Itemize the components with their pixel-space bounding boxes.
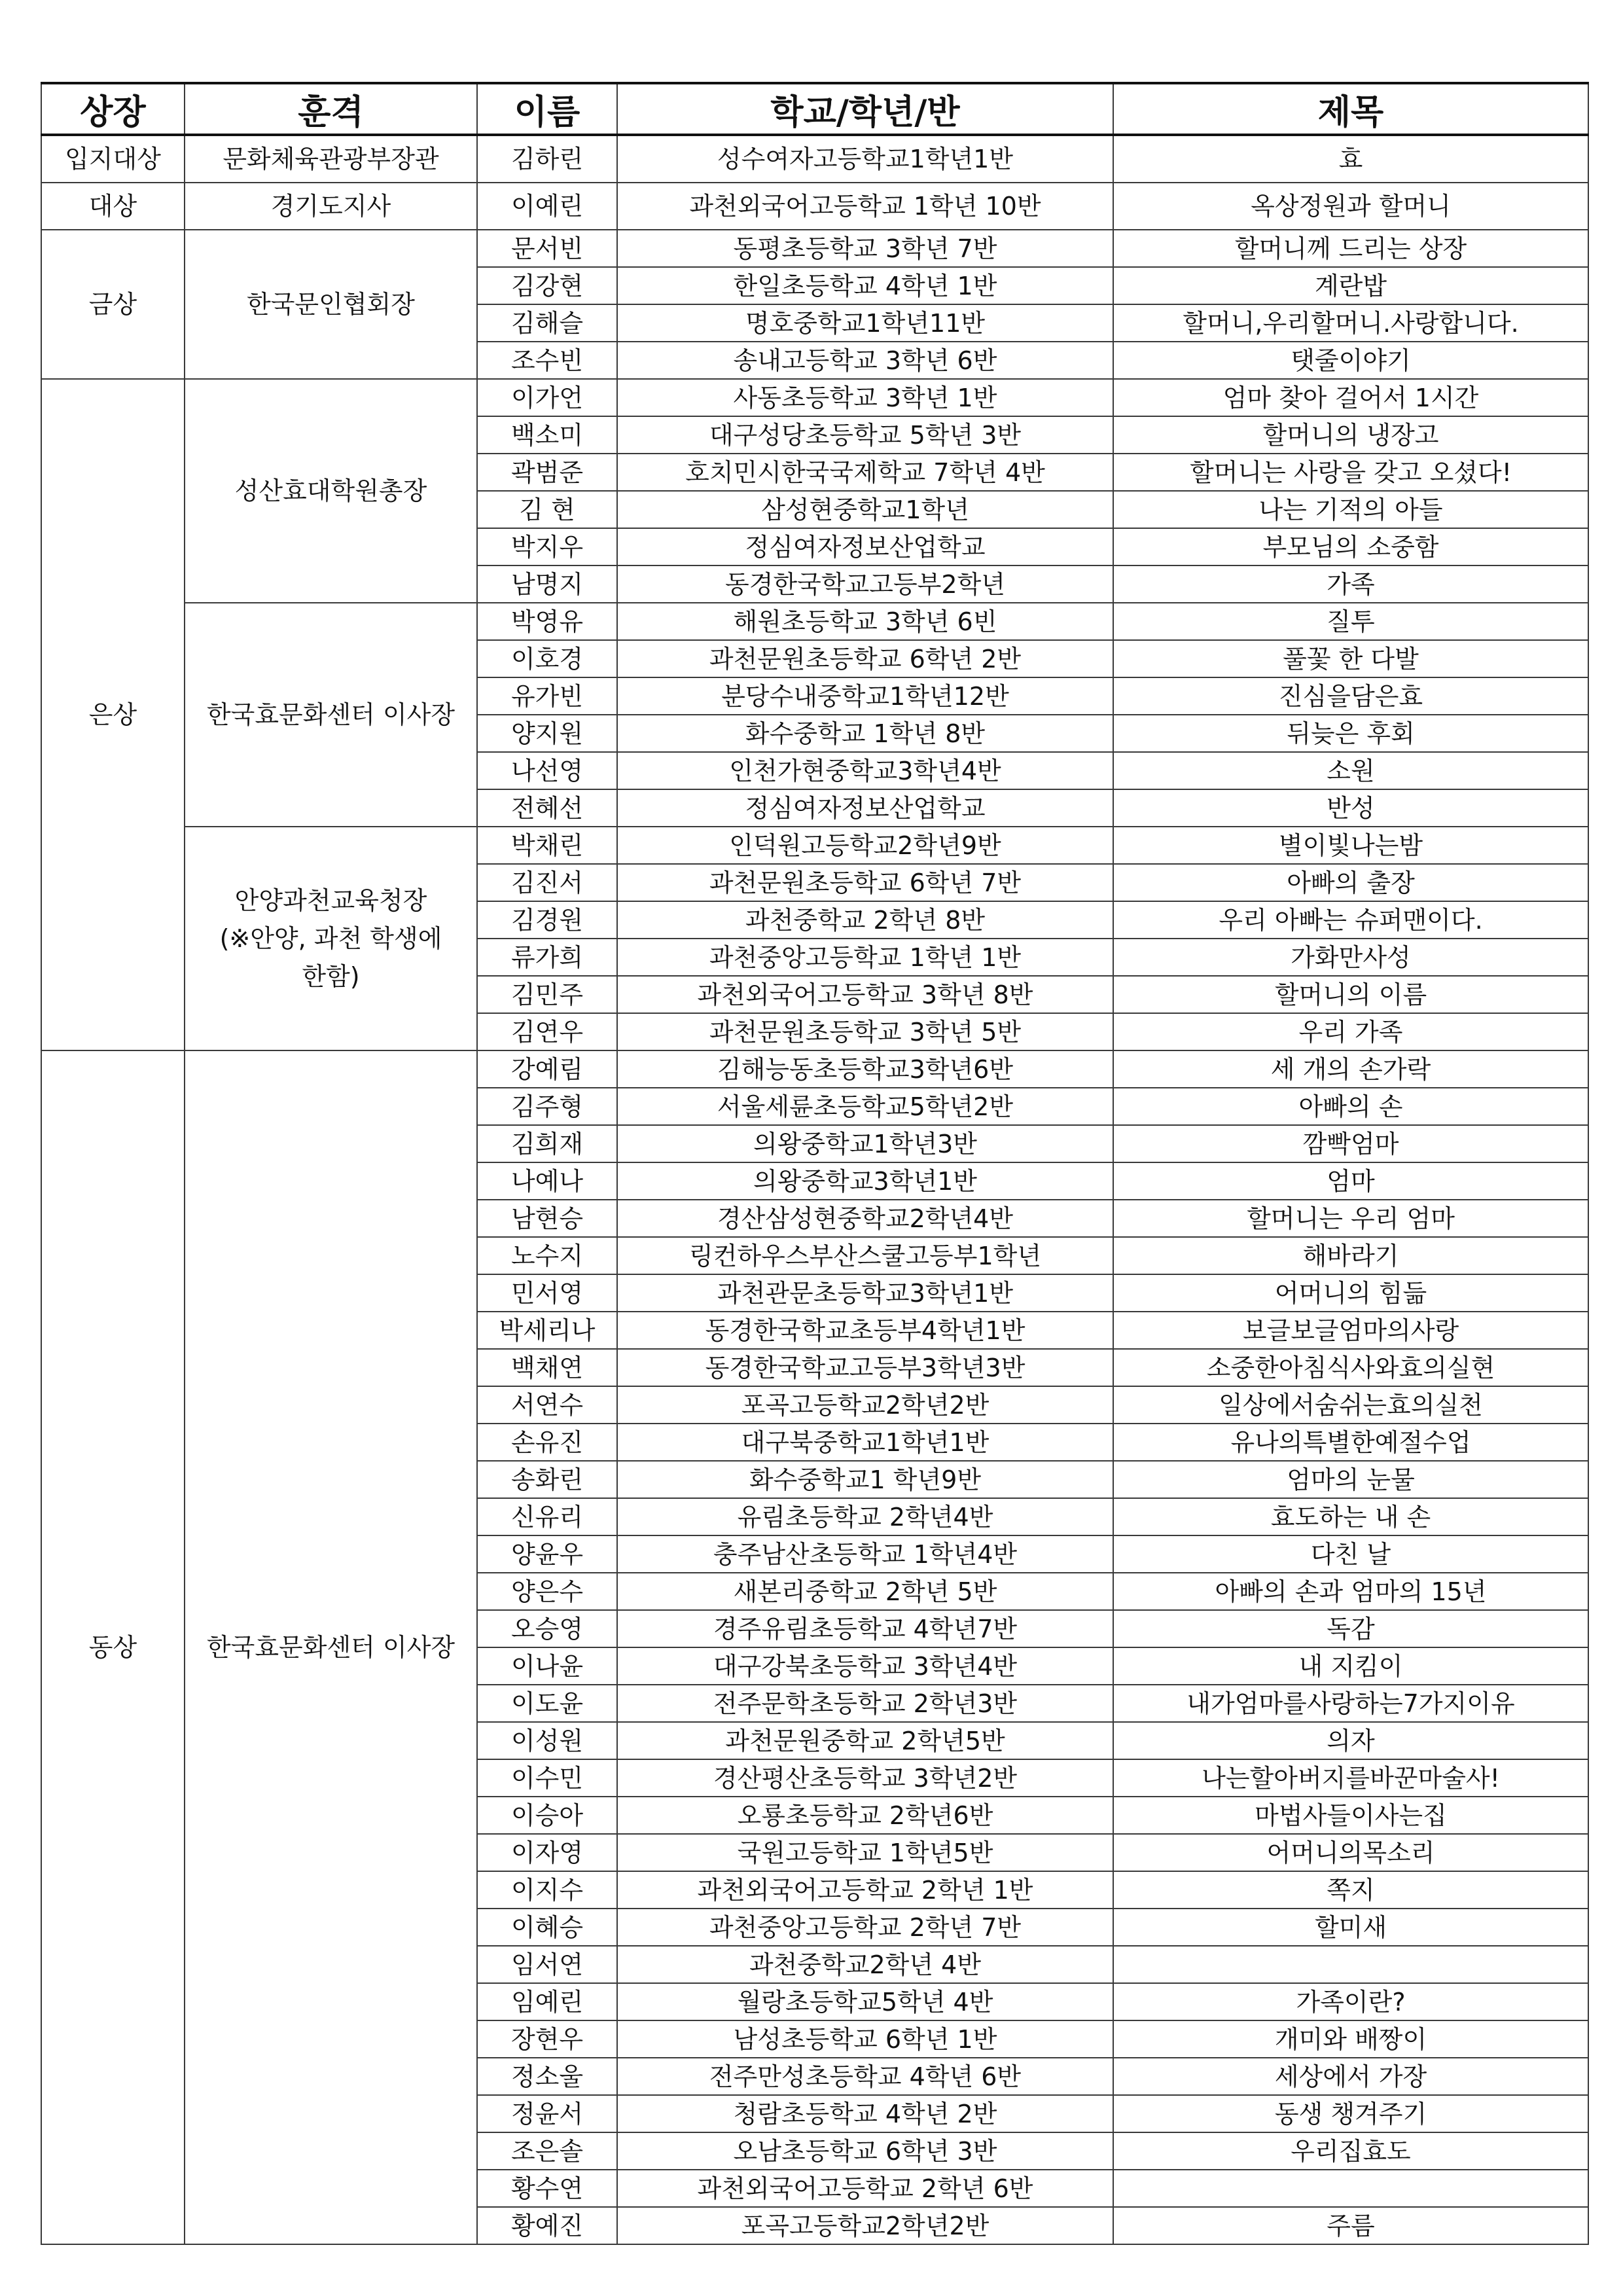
name-cell: 손유진	[477, 1424, 617, 1461]
school-cell: 과천중학교 2학년 8반	[617, 901, 1113, 939]
name-cell: 전혜선	[477, 789, 617, 827]
name-cell: 김희재	[477, 1125, 617, 1162]
name-cell: 장현우	[477, 2020, 617, 2058]
name-cell: 오승영	[477, 1610, 617, 1647]
school-cell: 청람초등학교 4학년 2반	[617, 2095, 1113, 2132]
title-cell: 쪽지	[1113, 1871, 1588, 1909]
title-cell: 나는 기적의 아들	[1113, 491, 1588, 528]
school-cell: 과천중학교2학년 4반	[617, 1946, 1113, 1983]
name-cell: 백소미	[477, 416, 617, 454]
title-cell: 개미와 배짱이	[1113, 2020, 1588, 2058]
title-cell: 우리집효도	[1113, 2132, 1588, 2170]
school-cell: 과천외국어고등학교 3학년 8반	[617, 976, 1113, 1013]
title-cell: 효	[1113, 135, 1588, 183]
name-cell: 임예린	[477, 1983, 617, 2020]
title-cell: 어머니의목소리	[1113, 1834, 1588, 1871]
name-cell: 나선영	[477, 752, 617, 789]
title-cell: 할머니,우리할머니.사랑합니다.	[1113, 304, 1588, 342]
award-cell: 은상	[41, 379, 185, 1050]
name-cell: 서연수	[477, 1386, 617, 1424]
school-cell: 과천중앙고등학교 2학년 7반	[617, 1909, 1113, 1946]
school-cell: 포곡고등학교2학년2반	[617, 1386, 1113, 1424]
header-title: 제목	[1113, 83, 1588, 135]
title-cell: 독감	[1113, 1610, 1588, 1647]
sponsor-cell: 경기도지사	[185, 183, 477, 230]
award-results-table	[41, 82, 1589, 2245]
name-cell: 조은솔	[477, 2132, 617, 2170]
school-cell: 한일초등학교 4학년 1반	[617, 267, 1113, 304]
title-cell: 내 지킴이	[1113, 1647, 1588, 1685]
title-cell: 질투	[1113, 603, 1588, 640]
award-cell: 동상	[41, 1050, 185, 2244]
title-cell: 뒤늦은 후회	[1113, 715, 1588, 752]
award-cell: 금상	[41, 230, 185, 379]
sponsor-cell: 한국문인협회장	[185, 230, 477, 379]
school-cell: 경산삼성현중학교2학년4반	[617, 1200, 1113, 1237]
school-cell: 정심여자정보산업학교	[617, 528, 1113, 565]
sponsor-cell: 한국효문화센터 이사장	[185, 603, 477, 827]
school-cell: 동경한국학교고등부2학년	[617, 565, 1113, 603]
school-cell: 과천중앙고등학교 1학년 1반	[617, 939, 1113, 976]
title-cell: 가화만사성	[1113, 939, 1588, 976]
name-cell: 류가희	[477, 939, 617, 976]
title-cell: 아빠의 손	[1113, 1088, 1588, 1125]
table-row	[41, 1050, 1588, 1088]
name-cell: 이가언	[477, 379, 617, 416]
school-cell: 유림초등학교 2학년4반	[617, 1498, 1113, 1535]
school-cell: 전주문학초등학교 2학년3반	[617, 1685, 1113, 1722]
name-cell: 백채연	[477, 1349, 617, 1386]
name-cell: 신유리	[477, 1498, 617, 1535]
name-cell: 문서빈	[477, 230, 617, 267]
school-cell: 과천문원초등학교 3학년 5반	[617, 1013, 1113, 1050]
title-cell: 할미새	[1113, 1909, 1588, 1946]
title-cell: 부모님의 소중함	[1113, 528, 1588, 565]
table-row	[41, 379, 1588, 416]
title-cell: 다친 날	[1113, 1535, 1588, 1573]
name-cell: 이예린	[477, 183, 617, 230]
school-cell: 성수여자고등학교1학년1반	[617, 135, 1113, 183]
title-cell: 엄마 찾아 걸어서 1시간	[1113, 379, 1588, 416]
award-cell: 입지대상	[41, 135, 185, 183]
title-cell: 세 개의 손가락	[1113, 1050, 1588, 1088]
sponsor-cell: 한국효문화센터 이사장	[185, 1050, 477, 2244]
school-cell: 의왕중학교3학년1반	[617, 1162, 1113, 1200]
school-cell: 호치민시한국국제학교 7학년 4반	[617, 454, 1113, 491]
name-cell: 이호경	[477, 640, 617, 677]
sponsor-cell: 문화체육관광부장관	[185, 135, 477, 183]
school-cell: 송내고등학교 3학년 6반	[617, 342, 1113, 379]
school-cell: 과천관문초등학교3학년1반	[617, 1274, 1113, 1312]
school-cell: 월랑초등학교5학년 4반	[617, 1983, 1113, 2020]
title-cell: 가족	[1113, 565, 1588, 603]
name-cell: 김경원	[477, 901, 617, 939]
title-cell: 효도하는 내 손	[1113, 1498, 1588, 1535]
name-cell: 이승아	[477, 1797, 617, 1834]
name-cell: 김해슬	[477, 304, 617, 342]
title-cell: 진심을담은효	[1113, 677, 1588, 715]
school-cell: 경주유림초등학교 4학년7반	[617, 1610, 1113, 1647]
school-cell: 화수중학교1 학년9반	[617, 1461, 1113, 1498]
school-cell: 국원고등학교 1학년5반	[617, 1834, 1113, 1871]
title-cell: 아빠의 출장	[1113, 864, 1588, 901]
title-cell	[1113, 2170, 1588, 2207]
title-cell: 세상에서 가장	[1113, 2058, 1588, 2095]
title-cell: 할머니는 우리 엄마	[1113, 1200, 1588, 1237]
name-cell: 박영유	[477, 603, 617, 640]
school-cell: 동경한국학교초등부4학년1반	[617, 1312, 1113, 1349]
title-cell: 할머니의 냉장고	[1113, 416, 1588, 454]
name-cell: 김주형	[477, 1088, 617, 1125]
school-cell: 대구성당초등학교 5학년 3반	[617, 416, 1113, 454]
title-cell: 유나의특별한예절수업	[1113, 1424, 1588, 1461]
name-cell: 이수민	[477, 1759, 617, 1797]
name-cell: 이지수	[477, 1871, 617, 1909]
school-cell: 충주남산초등학교 1학년4반	[617, 1535, 1113, 1573]
name-cell: 이자영	[477, 1834, 617, 1871]
title-cell: 별이빛나는밤	[1113, 827, 1588, 864]
name-cell: 김 현	[477, 491, 617, 528]
name-cell: 김연우	[477, 1013, 617, 1050]
table-row	[41, 183, 1588, 230]
table-row	[41, 827, 1588, 864]
title-cell: 해바라기	[1113, 1237, 1588, 1274]
name-cell: 정소울	[477, 2058, 617, 2095]
name-cell: 황예진	[477, 2207, 617, 2244]
title-cell: 반성	[1113, 789, 1588, 827]
sponsor-cell: 성산효대학원총장	[185, 379, 477, 603]
name-cell: 김강현	[477, 267, 617, 304]
name-cell: 박지우	[477, 528, 617, 565]
title-cell: 소원	[1113, 752, 1588, 789]
title-cell: 탯줄이야기	[1113, 342, 1588, 379]
school-cell: 동평초등학교 3학년 7반	[617, 230, 1113, 267]
sponsor-cell: 안양과천교육청장 (※안양, 과천 학생에 한함)	[185, 827, 477, 1050]
school-cell: 과천문원중학교 2학년5반	[617, 1722, 1113, 1759]
name-cell: 이혜승	[477, 1909, 617, 1946]
name-cell: 강예림	[477, 1050, 617, 1088]
award-cell: 대상	[41, 183, 185, 230]
school-cell: 남성초등학교 6학년 1반	[617, 2020, 1113, 2058]
name-cell: 나예나	[477, 1162, 617, 1200]
title-cell: 내가엄마를사랑하는7가지이유	[1113, 1685, 1588, 1722]
name-cell: 김하린	[477, 135, 617, 183]
title-cell: 할머니는 사랑을 갖고 오셨다!	[1113, 454, 1588, 491]
school-cell: 과천문원초등학교 6학년 2반	[617, 640, 1113, 677]
title-cell: 보글보글엄마의사랑	[1113, 1312, 1588, 1349]
header-school: 학교/학년/반	[617, 83, 1113, 135]
name-cell: 조수빈	[477, 342, 617, 379]
title-cell: 나는할아버지를바꾼마술사!	[1113, 1759, 1588, 1797]
school-cell: 화수중학교 1학년 8반	[617, 715, 1113, 752]
table-row	[41, 603, 1588, 640]
school-cell: 경산평산초등학교 3학년2반	[617, 1759, 1113, 1797]
name-cell: 양윤우	[477, 1535, 617, 1573]
school-cell: 해원초등학교 3학년 6빈	[617, 603, 1113, 640]
school-cell: 과천외국어고등학교 1학년 10반	[617, 183, 1113, 230]
title-cell: 엄마의 눈물	[1113, 1461, 1588, 1498]
header-sponsor: 훈격	[185, 83, 477, 135]
name-cell: 황수연	[477, 2170, 617, 2207]
name-cell: 남명지	[477, 565, 617, 603]
name-cell: 민서영	[477, 1274, 617, 1312]
table-body	[41, 135, 1588, 2244]
name-cell: 김진서	[477, 864, 617, 901]
name-cell: 이도윤	[477, 1685, 617, 1722]
school-cell: 오룡초등학교 2학년6반	[617, 1797, 1113, 1834]
school-cell: 대구북중학교1학년1반	[617, 1424, 1113, 1461]
school-cell: 과천문원초등학교 6학년 7반	[617, 864, 1113, 901]
title-cell: 할머니의 이름	[1113, 976, 1588, 1013]
title-cell: 계란밥	[1113, 267, 1588, 304]
name-cell: 박세리나	[477, 1312, 617, 1349]
school-cell: 포곡고등학교2학년2반	[617, 2207, 1113, 2244]
school-cell: 새본리중학교 2학년 5반	[617, 1573, 1113, 1610]
school-cell: 정심여자정보산업학교	[617, 789, 1113, 827]
header-row	[41, 83, 1588, 135]
title-cell: 우리 아빠는 슈퍼맨이다.	[1113, 901, 1588, 939]
school-cell: 서울세륜초등학교5학년2반	[617, 1088, 1113, 1125]
school-cell: 사동초등학교 3학년 1반	[617, 379, 1113, 416]
name-cell: 이나윤	[477, 1647, 617, 1685]
name-cell: 남현승	[477, 1200, 617, 1237]
name-cell: 박채린	[477, 827, 617, 864]
header-name: 이름	[477, 83, 617, 135]
school-cell: 링컨하우스부산스쿨고등부1학년	[617, 1237, 1113, 1274]
title-cell: 아빠의 손과 엄마의 15년	[1113, 1573, 1588, 1610]
title-cell: 가족이란?	[1113, 1983, 1588, 2020]
school-cell: 인천가현중학교3학년4반	[617, 752, 1113, 789]
name-cell: 양지원	[477, 715, 617, 752]
name-cell: 곽범준	[477, 454, 617, 491]
name-cell: 양은수	[477, 1573, 617, 1610]
school-cell: 과천외국어고등학교 2학년 6반	[617, 2170, 1113, 2207]
name-cell: 노수지	[477, 1237, 617, 1274]
name-cell: 송화린	[477, 1461, 617, 1498]
name-cell: 이성원	[477, 1722, 617, 1759]
school-cell: 명호중학교1학년11반	[617, 304, 1113, 342]
title-cell: 할머니께 드리는 상장	[1113, 230, 1588, 267]
table-row	[41, 135, 1588, 183]
school-cell: 분당수내중학교1학년12반	[617, 677, 1113, 715]
title-cell: 엄마	[1113, 1162, 1588, 1200]
title-cell: 깜빡엄마	[1113, 1125, 1588, 1162]
title-cell: 마법사들이사는집	[1113, 1797, 1588, 1834]
name-cell: 정윤서	[477, 2095, 617, 2132]
name-cell: 김민주	[477, 976, 617, 1013]
title-cell: 풀꽃 한 다발	[1113, 640, 1588, 677]
title-cell	[1113, 1946, 1588, 1983]
school-cell: 김해능동초등학교3학년6반	[617, 1050, 1113, 1088]
school-cell: 전주만성초등학교 4학년 6반	[617, 2058, 1113, 2095]
name-cell: 임서연	[477, 1946, 617, 1983]
title-cell: 일상에서숨쉬는효의실천	[1113, 1386, 1588, 1424]
title-cell: 옥상정원과 할머니	[1113, 183, 1588, 230]
school-cell: 대구강북초등학교 3학년4반	[617, 1647, 1113, 1685]
title-cell: 의자	[1113, 1722, 1588, 1759]
school-cell: 삼성현중학교1학년	[617, 491, 1113, 528]
school-cell: 오남초등학교 6학년 3반	[617, 2132, 1113, 2170]
table-row	[41, 230, 1588, 267]
title-cell: 우리 가족	[1113, 1013, 1588, 1050]
title-cell: 어머니의 힘듦	[1113, 1274, 1588, 1312]
school-cell: 의왕중학교1학년3반	[617, 1125, 1113, 1162]
title-cell: 주름	[1113, 2207, 1588, 2244]
header-award: 상장	[41, 83, 185, 135]
title-cell: 동생 챙겨주기	[1113, 2095, 1588, 2132]
school-cell: 동경한국학교고등부3학년3반	[617, 1349, 1113, 1386]
school-cell: 인덕원고등학교2학년9반	[617, 827, 1113, 864]
title-cell: 소중한아침식사와효의실현	[1113, 1349, 1588, 1386]
school-cell: 과천외국어고등학교 2학년 1반	[617, 1871, 1113, 1909]
name-cell: 유가빈	[477, 677, 617, 715]
